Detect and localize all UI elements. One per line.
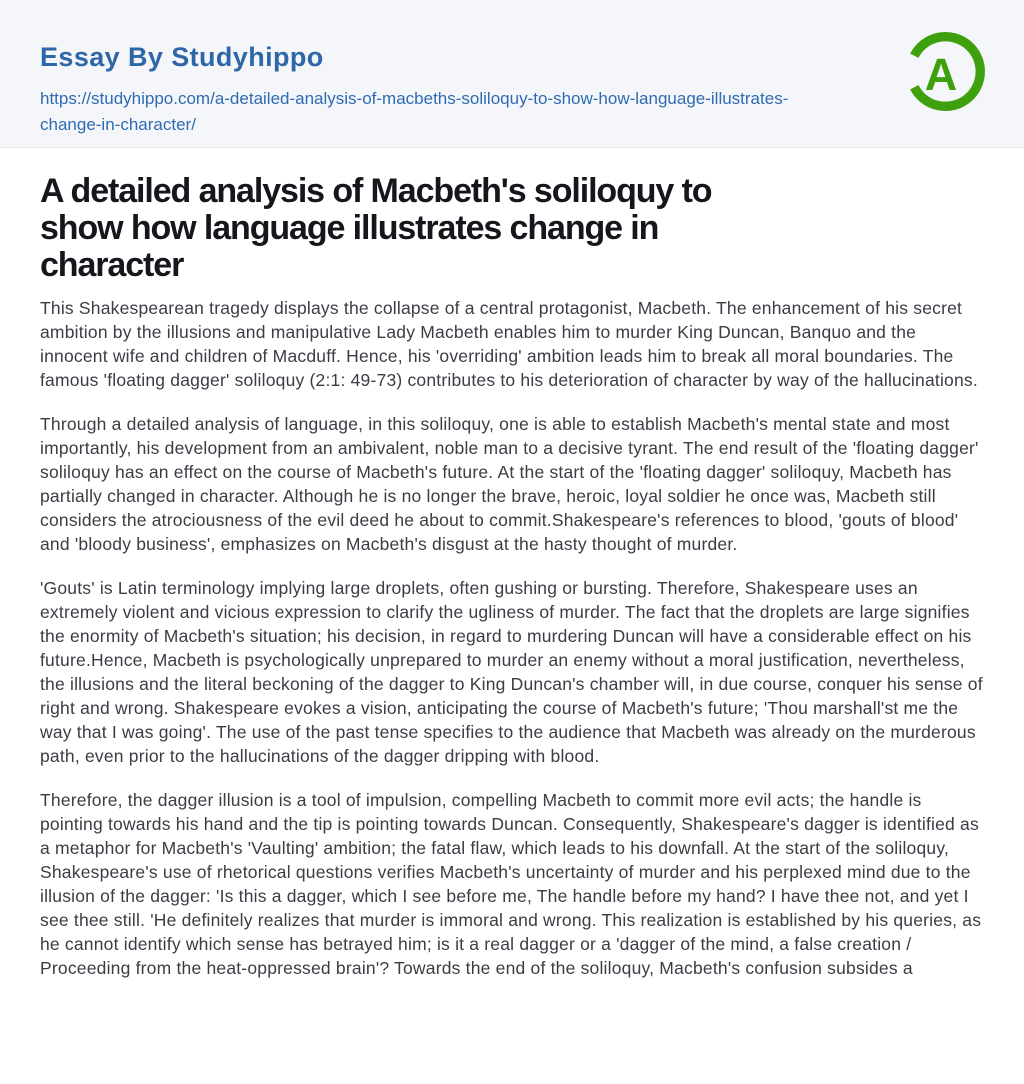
article-title-line-2: show how language illustrates change in: [40, 209, 659, 247]
article-title-line-3: character: [40, 246, 184, 284]
article-title-line-1: A detailed analysis of Macbeth's soliloquy to: [40, 172, 712, 210]
page-header: [0, 0, 1024, 148]
article-content: [0, 173, 1024, 980]
article-url-link[interactable]: https://studyhippo.com/a-detailed-analysis-of-macbeths-soliloquy-to-show-how-language-illustrates-change-in-character/: [40, 89, 789, 134]
article-body: [40, 296, 984, 980]
studyhippo-logo: [902, 29, 987, 114]
paragraph-1: This Shakespearean tragedy displays the collapse of a central protagonist, Macbeth. The enhancement of his secret ambition by the illusions and manipulative Lady Macbeth enables him to murder King Duncan, Banquo and the innocent wife and children of Macduff. Hence, his 'overriding' ambition leads him to break all moral boundaries. The famous 'floating dagger' soliloquy (2:1: 49-73) contributes to his deterioration of character by way of the hallucinations.: [40, 298, 978, 390]
paragraph-3: 'Gouts' is Latin terminology implying large droplets, often gushing or bursting. Therefore, Shakespeare uses an extremely violent and vicious expression to clarify the ugliness of murder. The fact that the droplets are large signifies the enormity of Macbeth's situation; his decision, in regard to murdering Duncan will have a considerable effect on his future.Hence, Macbeth is psychologically unprepared to murder an enemy without a moral justification, nevertheless, the illusions and the literal beckoning of the dagger to King Duncan's chamber will, in due course, conquer his sense of right and wrong. Shakespeare evokes a vision, anticipating the course of Macbeth's future; 'Thou marshall'st me the way that I was going'. The use of the past tense specifies to the audience that Macbeth was already on the murderous path, even prior to the hallucinations of the dagger dripping with blood.: [40, 578, 983, 766]
paragraph-4: Therefore, the dagger illusion is a tool of impulsion, compelling Macbeth to commit more evil acts; the handle is pointing towards his hand and the tip is pointing towards Duncan. Consequently, Shakespeare's dagger is identified as a metaphor for Macbeth's 'Vaulting' ambition; the fatal flaw, which leads to his downfall. At the start of the soliloquy, Shakespeare's use of rhetorical questions verifies Macbeth's uncertainty of murder and his perplexed mind due to the illusion of the dagger: 'Is this a dagger, which I see before me, The handle before my hand? I have thee not, and yet I see thee still. 'He definitely realizes that murder is immoral and wrong. This realization is established by his queries, as he cannot identify which sense has betrayed him; is it a real dagger or a 'dagger of the mind, a false creation / Proceeding from the heat-oppressed brain'? Towards the end of the soliloquy, Macbeth's confusion subsides a: [40, 790, 982, 978]
article-title: [40, 173, 984, 284]
logo-letter: A: [924, 48, 958, 100]
site-title: Essay By Studyhippo: [40, 42, 324, 72]
paragraph-2: Through a detailed analysis of language, in this soliloquy, one is able to establish Macbeth's mental state and most importantly, his development from an ambivalent, noble man to a decisive tyrant. The end result of the 'floating dagger' soliloquy has an effect on the course of Macbeth's future. At the start of the 'floating dagger' soliloquy, Macbeth has partially changed in character. Although he is no longer the brave, heroic, loyal soldier he once was, Macbeth still considers the atrociousness of the evil deed he about to commit.Shakespeare's references to blood, 'gouts of blood' and 'bloody business', emphasizes on Macbeth's disgust at the hasty thought of murder.: [40, 414, 979, 554]
